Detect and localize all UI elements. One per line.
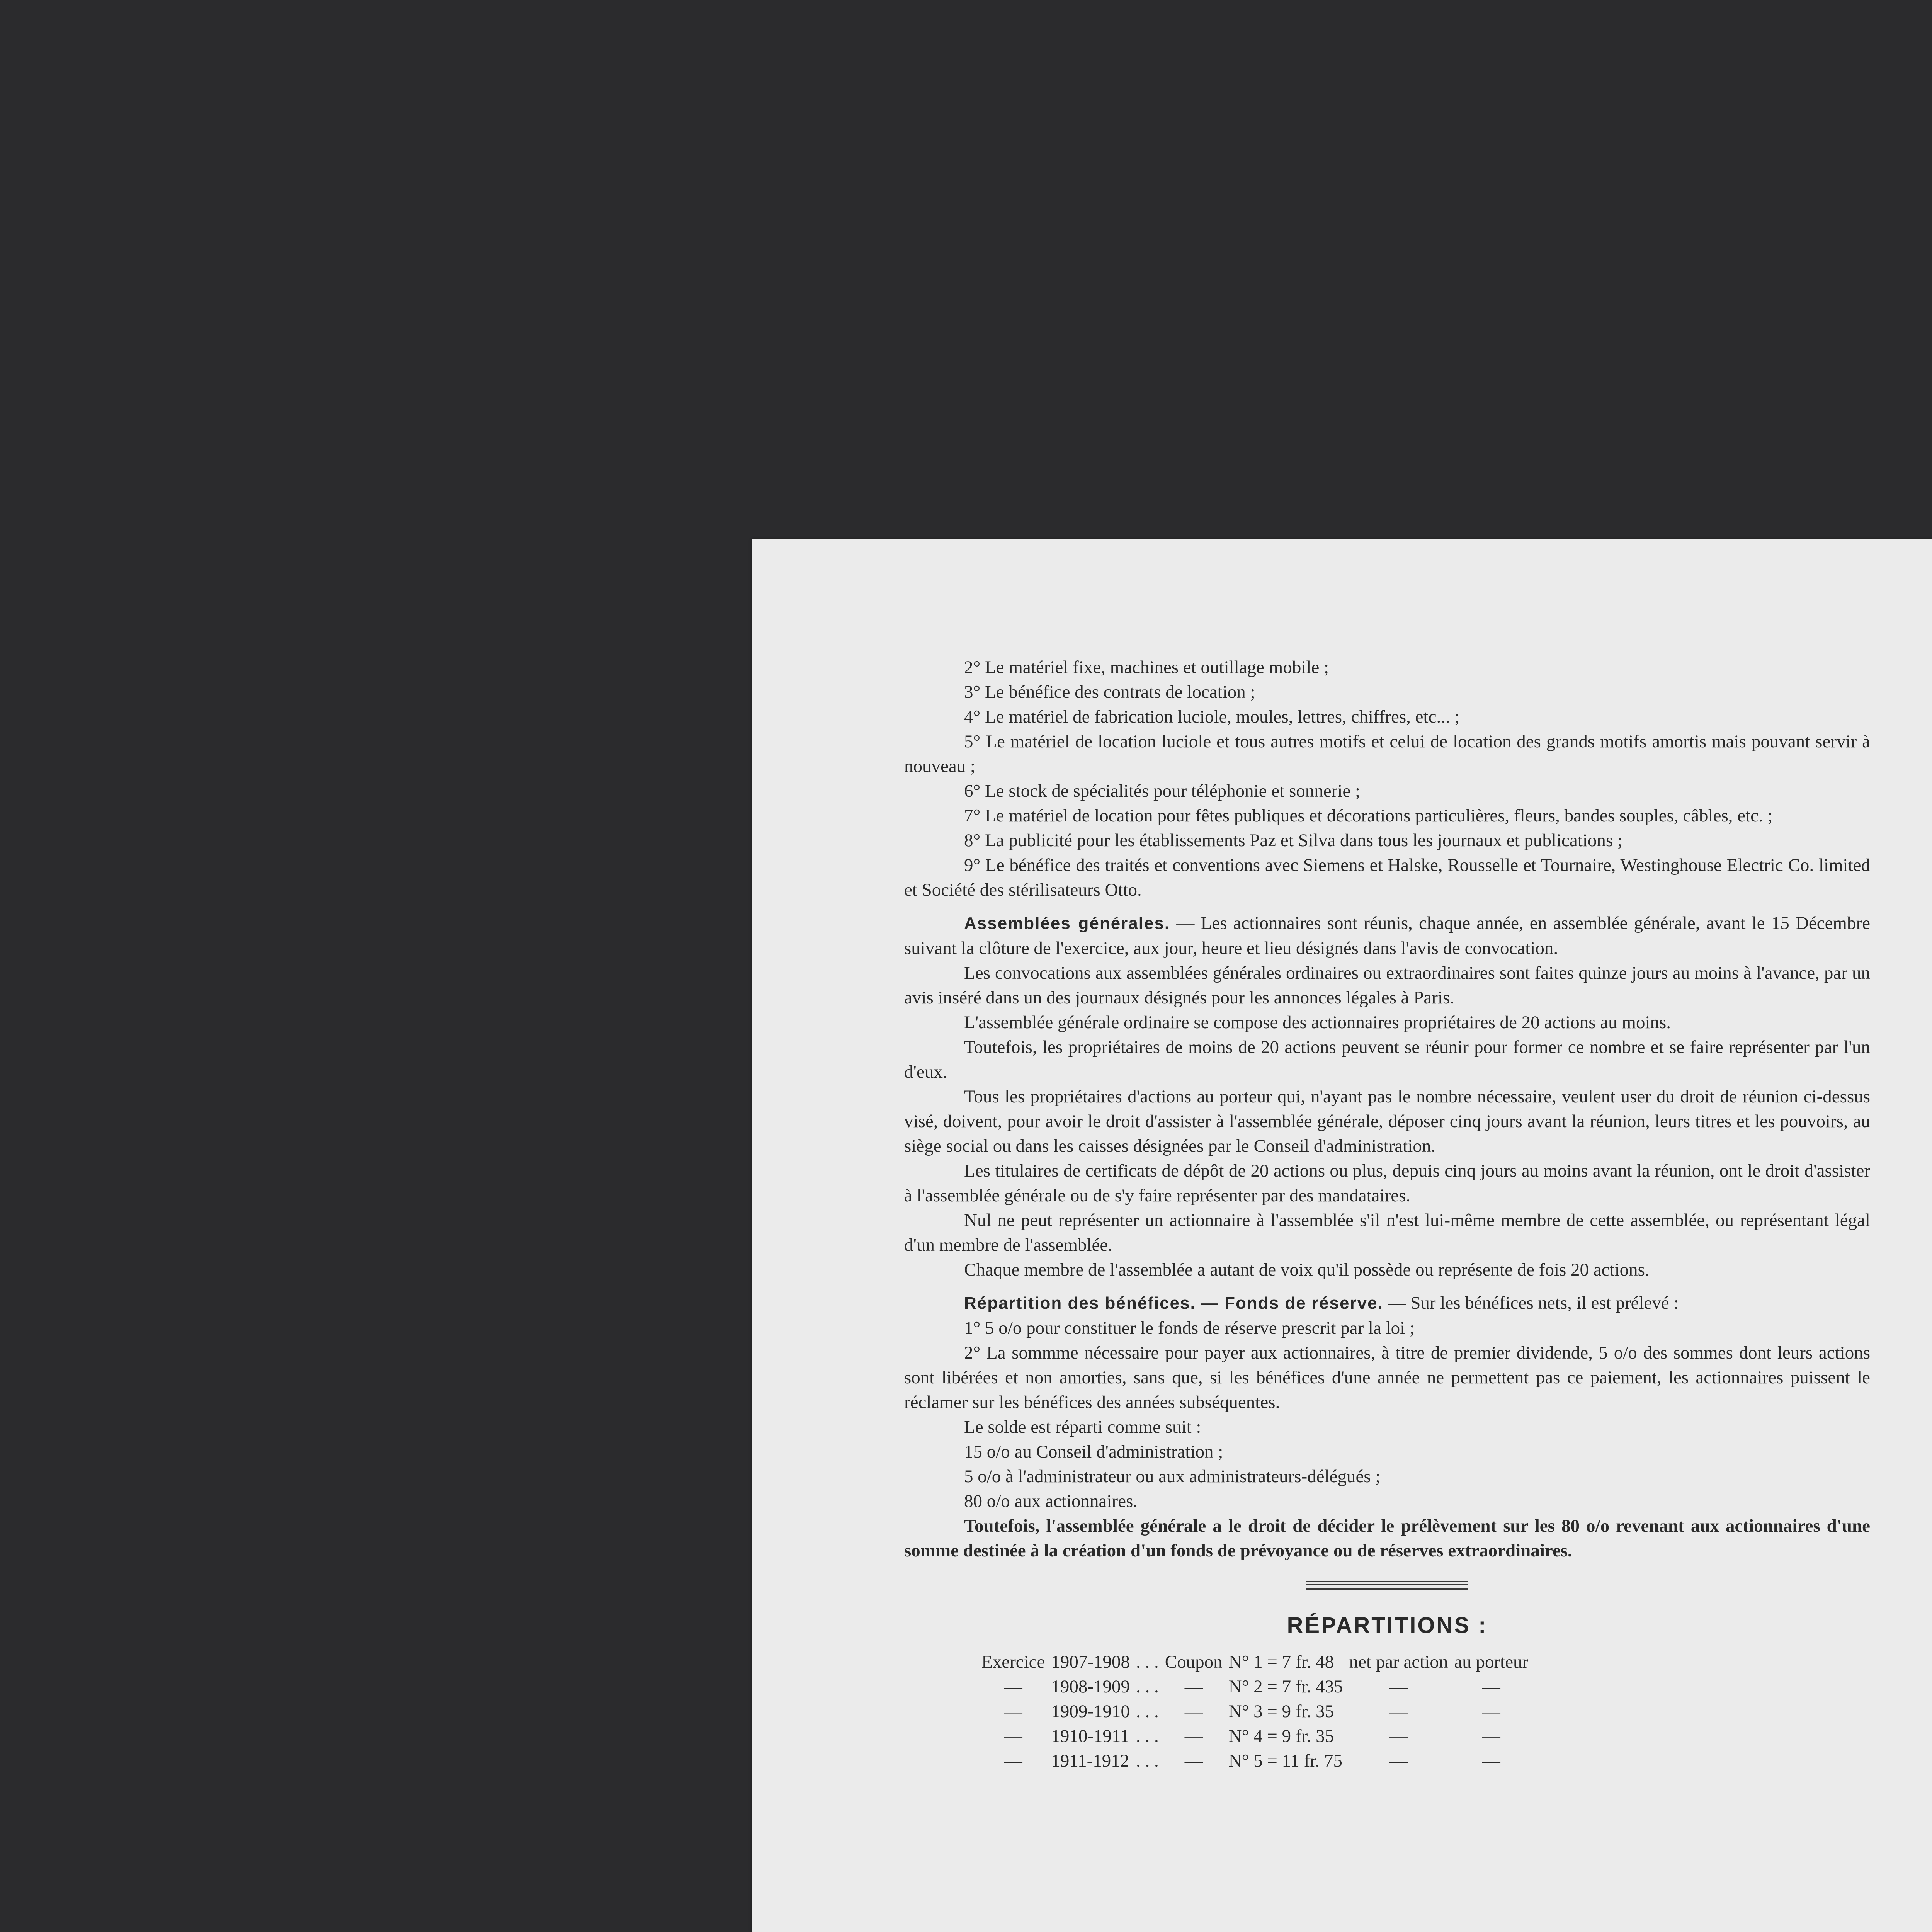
section-heading: Répartition des bénéfices. — Fonds de réserve. [964,1294,1383,1313]
repartition-item: 15 o/o au Conseil d'administration ; [964,1442,1223,1462]
paragraph: Les titulaires de certificats de dépôt de 20 actions ou plus, depuis cinq jours au moins avant la réunion, ont le droit d'assister à l'assemblée générale ou de s'y faire représenter par des mandataires. [904,1161,1870,1206]
row-label: — [1004,1751,1022,1771]
repartition-intro-paragraph [904,1291,1870,1316]
table-row [981,1748,1534,1773]
asset-item: 3° Le bénéfice des contrats de location ; [964,682,1255,702]
section-repartition [904,1291,1870,1563]
row-coupon-label: — [1184,1677,1203,1697]
asset-item: 7° Le matériel de location pour fêtes publiques et décorations particulières, fleurs, bandes souples, câbles, etc. ; [964,806,1773,826]
paragraph: L'assemblée générale ordinaire se compose des actionnaires propriétaires de 20 actions au moins. [964,1012,1671,1032]
page-content [904,655,1870,1773]
row-dots: . . . [1136,1726,1159,1746]
paragraph: Toutefois, les propriétaires de moins de 20 actions peuvent se réunir pour former ce nombre et se faire représenter par l'un d'eux. [904,1037,1870,1082]
paragraph: Nul ne peut représenter un actionnaire à l'assemblée s'il n'est lui-même membre de cette assemblée, ou représentant légal d'un membre de l'assemblée. [904,1210,1870,1255]
row-col1: — [1389,1701,1408,1721]
row-col2: — [1482,1701,1500,1721]
row-coupon-label: Coupon [1165,1652,1223,1672]
table-row [981,1674,1534,1699]
row-col1: — [1389,1677,1408,1697]
row-years: 1907-1908 [1051,1652,1130,1672]
row-coupon-label: — [1184,1701,1203,1721]
repartition-item: Le solde est réparti comme suit : [964,1417,1201,1437]
asset-item: 6° Le stock de spécialités pour téléphonie et sonnerie ; [964,781,1361,801]
double-rule-divider [1306,1581,1468,1590]
asset-item: 9° Le bénéfice des traités et conventions avec Siemens et Halske, Rousselle et Tournaire, Westinghouse Electric Co. limited et Société des stérilisateurs Otto. [904,855,1870,900]
row-label: — [1004,1701,1022,1721]
row-dots: . . . [1136,1701,1159,1721]
asset-list [904,655,1870,902]
asset-item: 2° Le matériel fixe, machines et outillage mobile ; [964,657,1329,677]
repartition-item: Toutefois, l'assemblée générale a le droit de décider le prélèvement sur les 80 o/o revenant aux actionnaires d'une somme destinée à la création d'un fonds de prévoyance ou de réserves extraordinaires. [904,1516,1870,1561]
row-years: 1908-1909 [1051,1677,1130,1697]
row-years: 1910-1911 [1051,1726,1129,1746]
repartition-item: 2° La sommme nécessaire pour payer aux actionnaires, à titre de premier dividende, 5 o/o des sommes dont leurs actions sont libérées et non amorties, sans que, si les bénéfices d'une année ne permettent pas ce paiement, les actionnaires puissent le réclamer sur les bénéfices des années subséquentes. [904,1343,1870,1412]
asset-item: 8° La publicité pour les établissements Paz et Silva dans tous les journaux et publications ; [964,830,1622,850]
row-col2: — [1482,1751,1500,1771]
row-label: — [1004,1726,1022,1746]
paragraph-text: — Sur les bénéfices nets, il est prélevé : [1383,1293,1679,1313]
paragraph-text: — Les actionnaires sont réunis, chaque année, en assemblée générale, avant le 15 Décembre suivant la clôture de l'exercice, aux jour, heure et lieu désignés dans l'avis de convocation. [904,913,1870,958]
row-col1: net par action [1349,1652,1448,1672]
row-col1: — [1389,1726,1408,1746]
assemblees-intro-paragraph [904,911,1870,961]
row-years: 1909-1910 [1051,1701,1130,1721]
repartitions-table [981,1650,1534,1773]
row-coupon: N° 1 = 7 fr. 48 [1228,1652,1334,1672]
asset-item: 4° Le matériel de fabrication luciole, moules, lettres, chiffres, etc... ; [964,707,1460,727]
repartition-item: 1° 5 o/o pour constituer le fonds de réserve prescrit par la loi ; [964,1318,1415,1338]
table-row [981,1650,1534,1674]
row-label: Exercice [981,1652,1045,1672]
repartition-item: 5 o/o à l'administrateur ou aux administrateurs-délégués ; [964,1466,1381,1486]
row-coupon: N° 4 = 9 fr. 35 [1228,1726,1334,1746]
row-coupon-label: — [1184,1726,1203,1746]
table-row [981,1699,1534,1724]
row-dots: . . . [1136,1652,1159,1672]
row-label: — [1004,1677,1022,1697]
row-col2: — [1482,1677,1500,1697]
paragraph: Chaque membre de l'assemblée a autant de voix qu'il possède ou représente de fois 20 actions. [964,1260,1650,1280]
document-page [752,539,1932,1932]
row-coupon: N° 5 = 11 fr. 75 [1228,1751,1342,1771]
repartition-item: 80 o/o aux actionnaires. [964,1491,1138,1511]
row-dots: . . . [1136,1677,1159,1697]
paragraph: Les convocations aux assemblées générales ordinaires ou extraordinaires sont faites quinze jours au moins à l'avance, par un avis inséré dans un des journaux désignés pour les annonces légales à Paris. [904,963,1870,1008]
repartitions-title: RÉPARTITIONS : [1287,1613,1488,1638]
section-assemblees [904,911,1870,1282]
section-heading: Assemblées générales. [964,914,1170,933]
row-col1: — [1389,1751,1408,1771]
paragraph: Tous les propriétaires d'actions au porteur qui, n'ayant pas le nombre nécessaire, veulent user du droit de réunion ci-dessus visé, doivent, pour avoir le droit d'assister à l'assemblée générale, déposer cinq jours avant la réunion, leurs titres et les pouvoirs, au siège social ou dans les caisses désignées par le Conseil d'administration. [904,1087,1870,1156]
row-dots: . . . [1136,1751,1159,1771]
row-coupon: N° 2 = 7 fr. 435 [1228,1677,1343,1697]
table-row [981,1724,1534,1748]
row-years: 1911-1912 [1051,1751,1129,1771]
asset-item: 5° Le matériel de location luciole et tous autres motifs et celui de location des grands motifs amortis mais pouvant servir à nouveau ; [904,731,1870,776]
row-coupon: N° 3 = 9 fr. 35 [1228,1701,1334,1721]
row-col2: au porteur [1454,1652,1529,1672]
row-col2: — [1482,1726,1500,1746]
row-coupon-label: — [1184,1751,1203,1771]
